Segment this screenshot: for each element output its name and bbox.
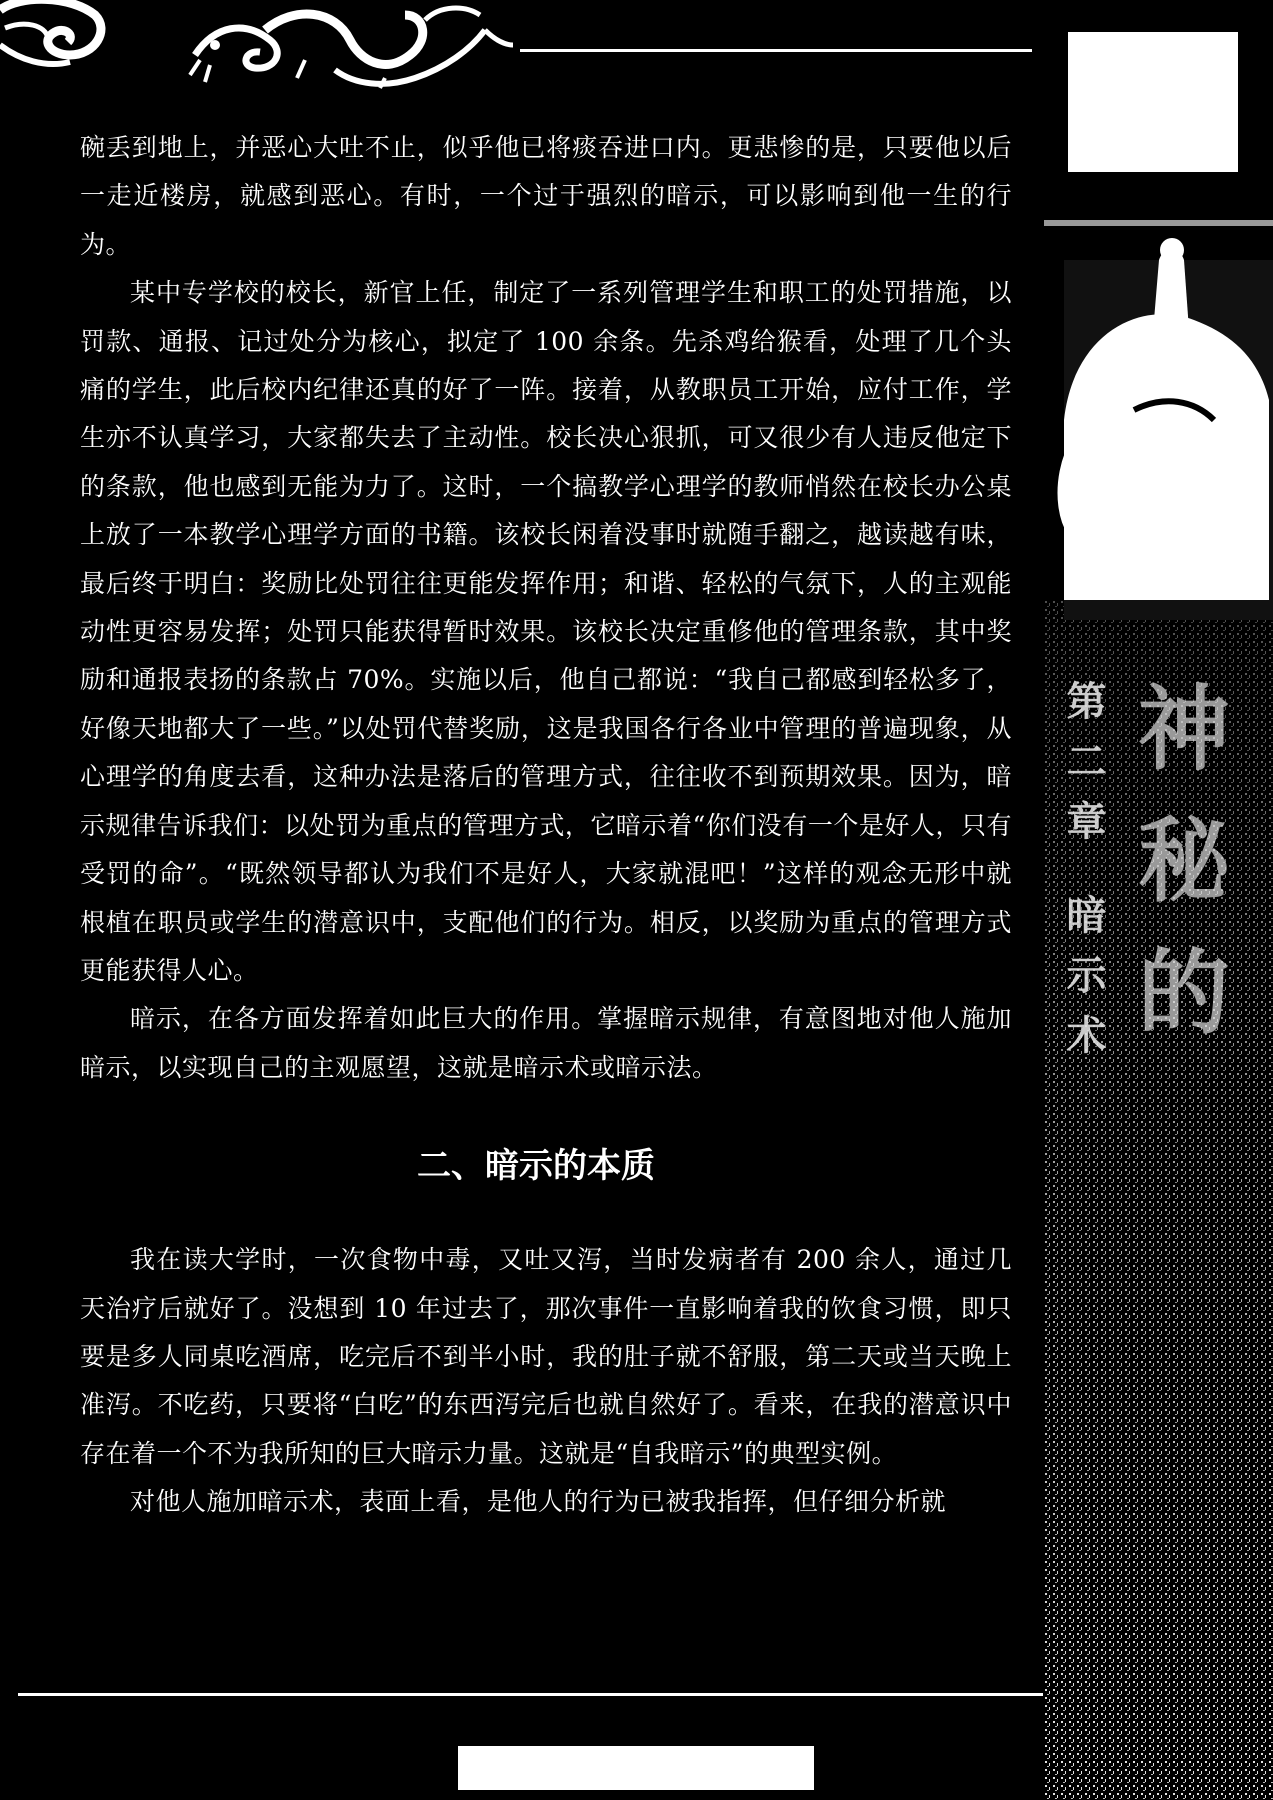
- paragraph-food-poisoning: 我在读大学时，一次食物中毒，又吐又泻，当时发病者有 200 余人，通过几天治疗后就好了。没想到 10 年过去了，那次事件一直影响着我的饮食习惯，即只要是多人同桌吃酒席，吃完后不到半小时，我的肚子就不舒服，第二天或当天晚上准泻。不吃药，只要将“白吃”的东西泻完后也就自然好了。看来，在我的潜意识中存在着一个不为我所知的巨大暗示力量。这就是“自我暗示”的典型实例。: [80, 1245, 1012, 1468]
- sidebar-title: 神秘的: [1123, 680, 1230, 1076]
- header-rule: [520, 49, 1032, 52]
- sidebar-white-box: [1068, 32, 1238, 172]
- cloud-ornament-icon: [0, 0, 110, 70]
- footer-rule: [18, 1693, 1043, 1696]
- chapter-label: 第二章 暗示术: [1060, 680, 1106, 1074]
- paragraph-summary: 暗示，在各方面发挥着如此巨大的作用。掌握暗示规律，有意图地对他人施加暗示，以实现自己的主观愿望，这就是暗示术或暗示法。: [80, 1004, 1012, 1082]
- sidebar-decoration: [1044, 0, 1273, 1800]
- main-text: [80, 124, 1012, 1527]
- section-heading: 二、暗示的本质: [417, 1146, 655, 1187]
- paragraph-last: 对他人施加暗示术，表面上看，是他人的行为已被我指挥，但仔细分析就: [130, 1487, 947, 1517]
- paragraph-continued: 碗丢到地上，并恶心大吐不止，似乎他已将痰吞进口内。更悲惨的是，只要他以后一走近楼房，就感到恶心。有时，一个过于强烈的暗示，可以影响到他一生的行为。: [80, 133, 1012, 259]
- paragraph-principal-story: 某中专学校的校长，新官上任，制定了一系列管理学生和职工的处罚措施，以罚款、通报、记过处分为核心，拟定了 100 余条。先杀鸡给猴看，处理了几个头痛的学生，此后校内纪律还真的好了一阵。接着，从教职员工开始，应付工作，学生亦不认真学习，大家都失去了主动性。校长决心狠抓，可又很少有人违反他定下的条款，他也感到无能为力了。这时，一个搞教学心理学的教师悄然在校长办公桌上放了一本教学心理学方面的书籍。该校长闲着没事时就随手翻之，越读越有味，最后终于明白：奖励比处罚往往更能发挥作用；和谐、轻松的气氛下，人的主观能动性更容易发挥；处罚只能获得暂时效果。该校长决定重修他的管理条款，其中奖励和通报表扬的条款占 70%。实施以后，他自己都说：“我自己都感到轻松多了，好像天地都大了一些。”以处罚代替奖励，这是我国各行各业中管理的普遍现象，从心理学的角度去看，这种办法是落后的管理方式，往往收不到预期效果。因为，暗示规律告诉我们：以处罚为重点的管理方式，它暗示着“你们没有一个是好人，只有受罚的命”。“既然领导都认为我们不是好人，大家就混吧！”这样的观念无形中就根植在职员或学生的潜意识中，支配他们的行为。相反，以奖励为重点的管理方式更能获得人心。: [80, 278, 1012, 985]
- elephant-statue-icon: [1044, 220, 1273, 620]
- page-number-box: [458, 1746, 814, 1790]
- dragon-ornament-icon: [185, 0, 515, 90]
